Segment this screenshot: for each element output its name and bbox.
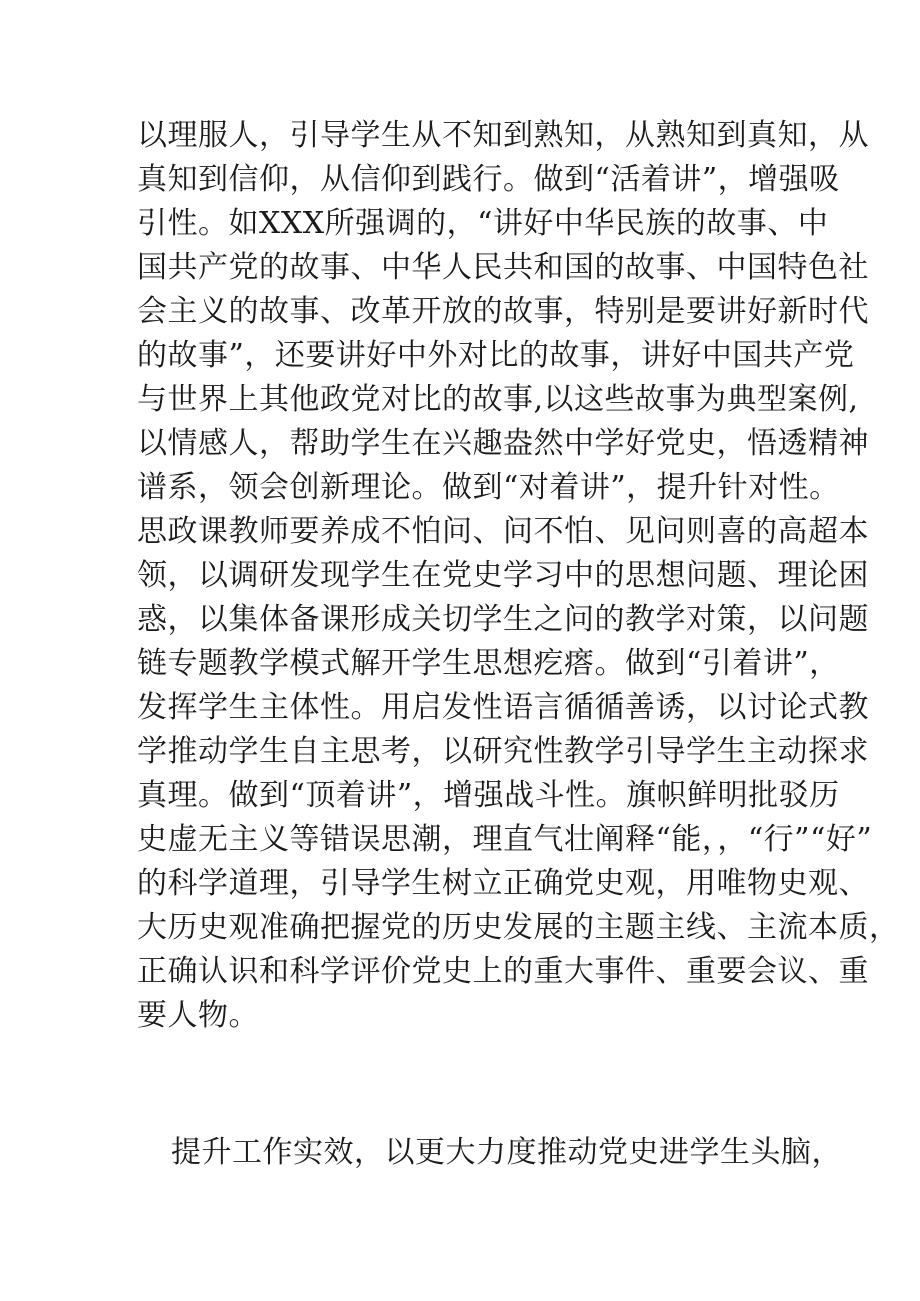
text-line: 思政课教师要养成不怕问、问不怕、见问则喜的高超本: [137, 514, 869, 549]
text-line: 的科学道理，引导学生树立正确党史观，用唯物史观、: [137, 866, 869, 901]
paragraph-2: [171, 1131, 842, 1175]
text-line: 的故事”，还要讲好中外对比的故事，讲好中国共产党: [137, 338, 855, 373]
text-line: 引性。如XXX所强调的，“讲好中华民族的故事、中: [137, 206, 829, 241]
text-line: 大历史观准确把握党的历史发展的主题主线、主流本质，: [137, 910, 900, 945]
text-line: 谱系，领会创新理论。做到“对着讲”，提升针对性。: [137, 470, 840, 505]
text-line: 学推动学生自主思考，以研究性教学引导学生主动探求: [137, 734, 869, 769]
text-line: 以情感人，帮助学生在兴趣盎然中学好党史，悟透精神: [137, 426, 869, 461]
text-line: 正确认识和科学评价党史上的重大事件、重要会议、重: [137, 954, 869, 989]
paragraph-1: [137, 114, 900, 1038]
text-line: 真理。做到“顶着讲”，增强战斗性。旗帜鲜明批驳历: [137, 778, 840, 813]
text-line: 以理服人，引导学生从不知到熟知，从熟知到真知，从: [137, 118, 869, 153]
text-line: 与世界上其他政党对比的故事,以这些故事为典型案例,: [137, 382, 859, 417]
text-line: 要人物。: [137, 998, 259, 1033]
text-line: 国共产党的故事、中华人民共和国的故事、中国特色社: [137, 250, 869, 285]
text-line: 链专题教学模式解开学生思想疙瘩。做到“引着讲”，: [137, 646, 840, 681]
text-line: 发挥学生主体性。用启发性语言循循善诱，以讨论式教: [137, 690, 869, 725]
text-line: 史虚无主义等错误思潮，理直气壮阐释“能，，“行”“好”: [137, 822, 873, 857]
text-line: 真知到信仰，从信仰到践行。做到“活着讲”，增强吸: [137, 162, 840, 197]
text-line: 提升工作实效，以更大力度推动党史进学生头脑，: [171, 1135, 842, 1170]
text-line: 领，以调研发现学生在党史学习中的思想问题、理论困: [137, 558, 869, 593]
text-line: 惑，以集体备课形成关切学生之问的教学对策，以问题: [137, 602, 869, 637]
text-line: 会主义的故事、改革开放的故事，特别是要讲好新时代: [137, 294, 869, 329]
